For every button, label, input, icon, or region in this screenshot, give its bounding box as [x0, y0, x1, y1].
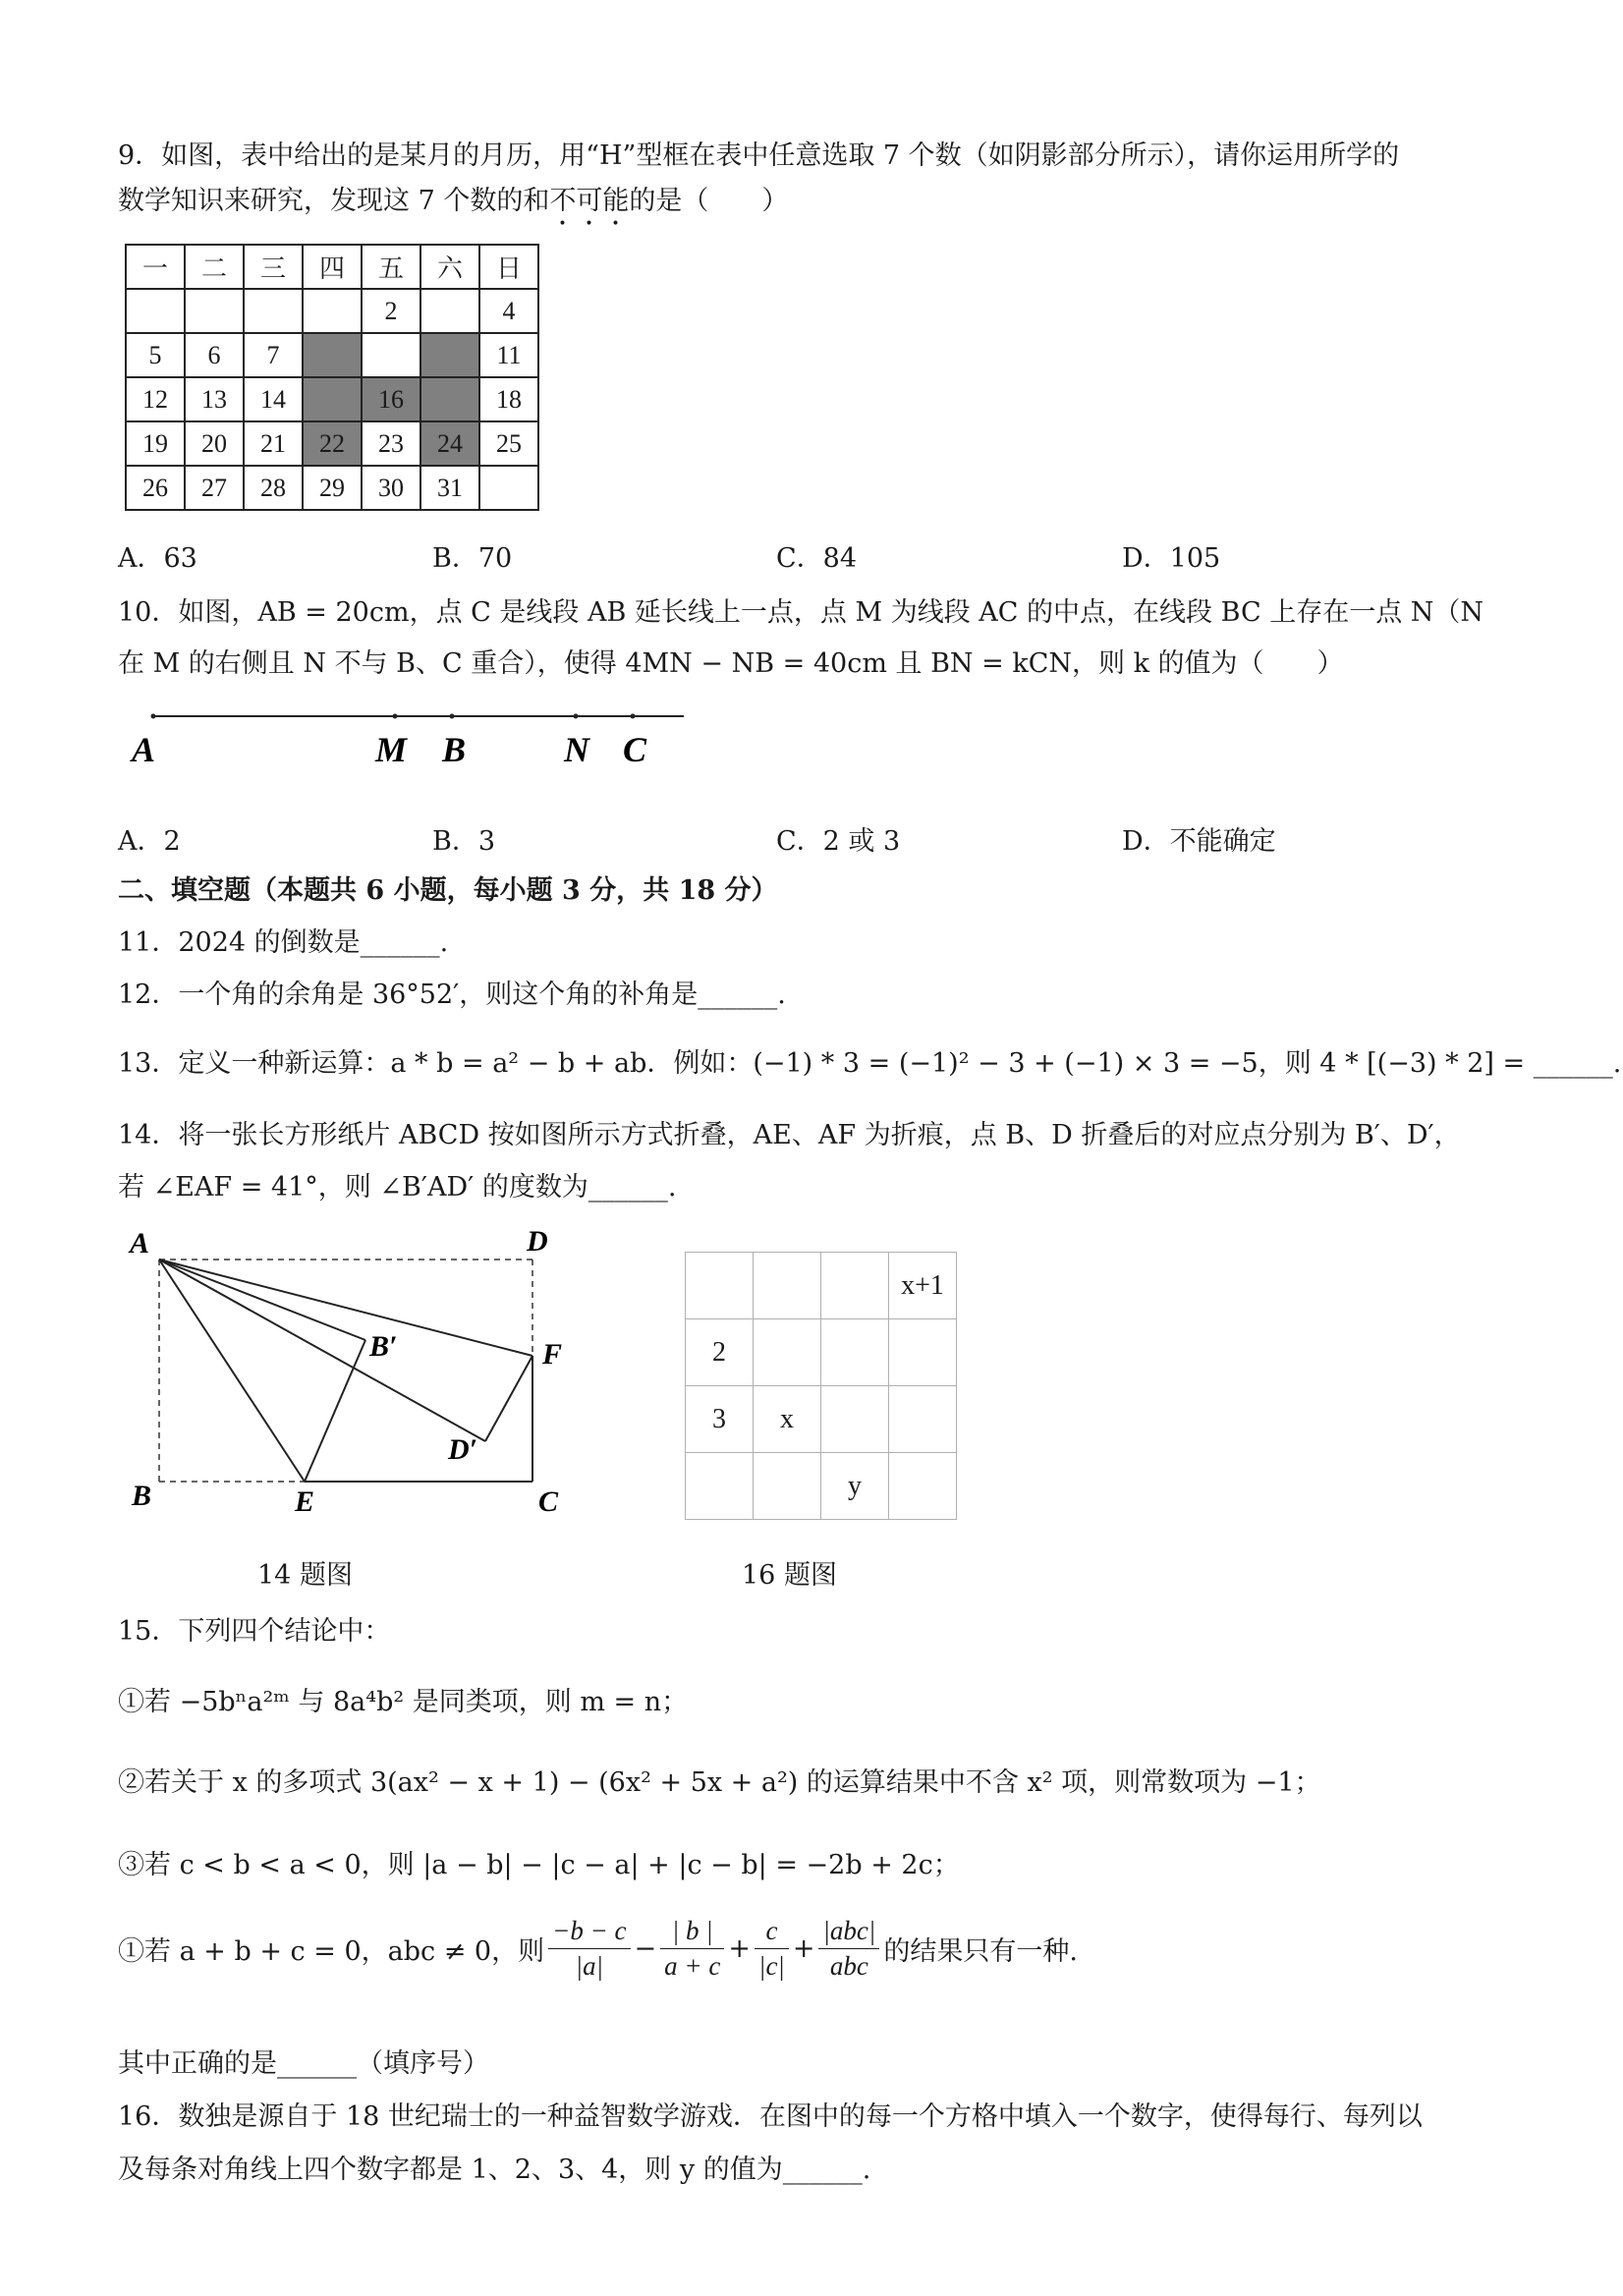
q9-line2-pre: 数学知识来研究，发现这 7 个数的和 [118, 186, 550, 216]
fraction-2-den: a + c [664, 1951, 721, 1981]
point-b [450, 714, 455, 719]
line-ab-prime [159, 1260, 365, 1340]
q9-option-a: A．63 [118, 543, 197, 574]
sudoku-cell [889, 1386, 957, 1453]
q16-line1: 16．数独是源自于 18 世纪瑞士的一种益智数学游戏．在图中的每一个方格中填入一个数字，使得每行、每列以 [118, 2101, 1423, 2132]
sudoku-grid [685, 1252, 957, 1520]
q9-option-d: D．105 [1122, 543, 1221, 574]
calendar-cell: 14 [244, 377, 303, 421]
fraction-3-den: |c| [758, 1951, 785, 1981]
q9-line2 [118, 179, 788, 232]
sudoku-cell [754, 1253, 821, 1319]
calendar-cell: 26 [126, 466, 185, 510]
q16-caption: 16 题图 [742, 1560, 837, 1591]
label-d-prime: D′ [448, 1433, 478, 1466]
calendar-cell: 31 [420, 466, 479, 510]
calendar-header-row [126, 245, 538, 289]
fraction-3 [755, 1916, 789, 1982]
calendar-cell: 2 [362, 289, 420, 333]
calendar-cell: 16 [362, 377, 420, 421]
q9-option-b: B．70 [432, 543, 513, 574]
q15-answer-line: 其中正确的是______（填序号） [118, 2048, 489, 2079]
sudoku-cell: 3 [686, 1386, 754, 1453]
sudoku-row [686, 1253, 957, 1319]
q14-line2: 若 ∠EAF = 41°，则 ∠B′AD′ 的度数为______. [118, 1172, 677, 1203]
sudoku-cell [686, 1253, 754, 1319]
fraction-4-den: abc [829, 1951, 868, 1981]
q15-statement-3: ③若 c < b < a < 0，则 |a − b| − |c − a| + |c − b| = −2b + 2c； [118, 1850, 960, 1880]
sudoku-cell [754, 1453, 821, 1520]
crease-ae [159, 1260, 305, 1482]
label-a: A [130, 1227, 150, 1260]
q14-folding-figure [118, 1218, 609, 1523]
q10-option-d: D．不能确定 [1122, 826, 1276, 857]
fraction-3-num: c [755, 1916, 789, 1949]
q9-line2-post: 的是（ ） [629, 186, 789, 216]
q10-line1: 10．如图，AB = 20cm，点 C 是线段 AB 延长线上一点，点 M 为线段 AC 的中点，在线段 BC 上存在一点 N（N [118, 597, 1484, 628]
calendar-cell-shaded [362, 333, 420, 377]
q15-title: 15．下列四个结论中： [118, 1616, 391, 1647]
calendar-cell: 30 [362, 466, 420, 510]
label-b: B [132, 1480, 152, 1512]
point-n [574, 714, 579, 719]
label-n: N [564, 730, 589, 769]
label-m: M [375, 730, 408, 769]
calendar-cell: 22 [303, 421, 362, 466]
operator-2: + [728, 1933, 752, 1964]
point-a [151, 714, 156, 719]
q11-text: 11．2024 的倒数是______. [118, 927, 449, 958]
label-e: E [295, 1485, 315, 1518]
q15-statement-1: ①若 −5bⁿa²ᵐ 与 8a⁴b² 是同类项，则 m = n； [118, 1687, 689, 1717]
line-ad-prime [159, 1260, 485, 1441]
label-c: C [538, 1485, 559, 1518]
fraction-4-num: |abc| [818, 1916, 879, 1949]
fraction-2-num: | b | [660, 1916, 724, 1949]
calendar-cell-shaded [420, 333, 479, 377]
calendar-cell [185, 289, 244, 333]
calendar-cell: 24 [420, 421, 479, 466]
sudoku-cell: y [821, 1453, 889, 1520]
calendar-cell: 21 [244, 421, 303, 466]
calendar-row [126, 421, 538, 466]
calendar-cell [126, 289, 185, 333]
calendar-cell: 7 [244, 333, 303, 377]
sudoku-cell [821, 1253, 889, 1319]
q15-s4-pre: ①若 a + b + c = 0，abc ≠ 0，则 [118, 1936, 545, 1967]
calendar-cell: 20 [185, 421, 244, 466]
calendar-row [126, 333, 538, 377]
operator-1: − [634, 1933, 657, 1964]
fraction-1-num: −b − c [548, 1916, 630, 1949]
calendar-header-cell: 三 [244, 245, 303, 289]
calendar-cell: 19 [126, 421, 185, 466]
operator-3: + [792, 1933, 815, 1964]
label-c: C [623, 730, 647, 769]
calendar-header-cell: 二 [185, 245, 244, 289]
calendar-cell: 6 [185, 333, 244, 377]
sudoku-cell: x+1 [889, 1253, 957, 1319]
calendar-row [126, 466, 538, 510]
section-heading: 二、填空题（本题共 6 小题，每小题 3 分，共 18 分） [118, 875, 778, 906]
calendar-cell: 18 [479, 377, 538, 421]
label-b: B [442, 730, 467, 769]
label-a: A [132, 730, 156, 769]
calendar-header-cell: 四 [303, 245, 362, 289]
q10-option-a: A．2 [118, 826, 181, 857]
calendar-cell-shaded [303, 377, 362, 421]
sudoku-cell [754, 1319, 821, 1386]
q13-text: 13．定义一种新运算：a * b = a² − b + ab．例如：(−1) * 3 = (−1)² − 3 + (−1) × 3 = −5，则 4 * [(−3) * 2] = ______. [118, 1048, 1622, 1079]
calendar-header-cell: 五 [362, 245, 420, 289]
calendar-row [126, 377, 538, 421]
sudoku-cell [821, 1386, 889, 1453]
sudoku-row [686, 1453, 957, 1520]
line-fd-prime [485, 1356, 532, 1441]
q15-statement-4 [118, 1916, 1078, 1982]
sudoku-cell: x [754, 1386, 821, 1453]
q16-line2: 及每条对角线上四个数字都是 1、2、3、4，则 y 的值为______. [118, 2155, 871, 2185]
fraction-1-den: |a| [575, 1951, 603, 1981]
calendar-cell: 12 [126, 377, 185, 421]
calendar-cell: 27 [185, 466, 244, 510]
line-eb-prime [305, 1340, 365, 1482]
q10-line-segment-figure [118, 700, 707, 776]
calendar-cell: 4 [479, 289, 538, 333]
label-b-prime: B′ [369, 1330, 398, 1363]
calendar-cell: 28 [244, 466, 303, 510]
calendar-cell: 13 [185, 377, 244, 421]
sudoku-cell [889, 1453, 957, 1520]
q14-caption: 14 题图 [257, 1560, 353, 1591]
crease-af [159, 1260, 532, 1356]
label-f: F [542, 1338, 563, 1371]
calendar-cell [479, 466, 538, 510]
calendar-table [125, 244, 539, 511]
fraction-4 [818, 1916, 879, 1982]
q15-s4-post: 的结果只有一种. [883, 1936, 1078, 1967]
sudoku-cell [686, 1453, 754, 1520]
point-c [631, 714, 636, 719]
calendar-cell: 29 [303, 466, 362, 510]
fraction-2 [660, 1916, 724, 1982]
calendar-cell-shaded [420, 289, 479, 333]
calendar-header-cell: 一 [126, 245, 185, 289]
q9-line2-dotted: 不可能 [549, 186, 630, 216]
q9-line1: 9．如图，表中给出的是某月的月历，用“H”型框在表中任意选取 7 个数（如阴影部分所示），请你运用所学的 [118, 140, 1400, 171]
q9-option-c: C．84 [776, 543, 858, 574]
sudoku-cell [821, 1319, 889, 1386]
label-d: D [527, 1225, 548, 1258]
calendar-cell-shaded [420, 377, 479, 421]
q10-line2: 在 M 的右侧且 N 不与 B、C 重合），使得 4MN − NB = 40cm 且 BN = kCN，则 k 的值为（ ） [118, 648, 1344, 679]
q14-line1: 14．将一张长方形纸片 ABCD 按如图所示方式折叠，AE、AF 为折痕，点 B、D 折叠后的对应点分别为 B′、D′， [118, 1120, 1461, 1150]
calendar-cell: 25 [479, 421, 538, 466]
calendar-header-cell: 日 [479, 245, 538, 289]
sudoku-row [686, 1386, 957, 1453]
calendar-cell [244, 289, 303, 333]
calendar-row [126, 289, 538, 333]
calendar-cell: 23 [362, 421, 420, 466]
q10-option-c: C．2 或 3 [776, 826, 901, 857]
calendar-cell: 5 [126, 333, 185, 377]
sudoku-cell [889, 1319, 957, 1386]
q15-statement-2: ②若关于 x 的多项式 3(ax² − x + 1) − (6x² + 5x + a²) 的运算结果中不含 x² 项，则常数项为 −1； [118, 1767, 1321, 1798]
point-m [393, 714, 398, 719]
calendar-cell-shaded [303, 333, 362, 377]
sudoku-row [686, 1319, 957, 1386]
calendar-cell-shaded [303, 289, 362, 333]
q10-option-b: B．3 [432, 826, 496, 857]
calendar-header-cell: 六 [420, 245, 479, 289]
calendar-cell: 11 [479, 333, 538, 377]
q12-text: 12．一个角的余角是 36°52′，则这个角的补角是______. [118, 980, 786, 1010]
sudoku-cell: 2 [686, 1319, 754, 1386]
fraction-1 [548, 1916, 630, 1982]
